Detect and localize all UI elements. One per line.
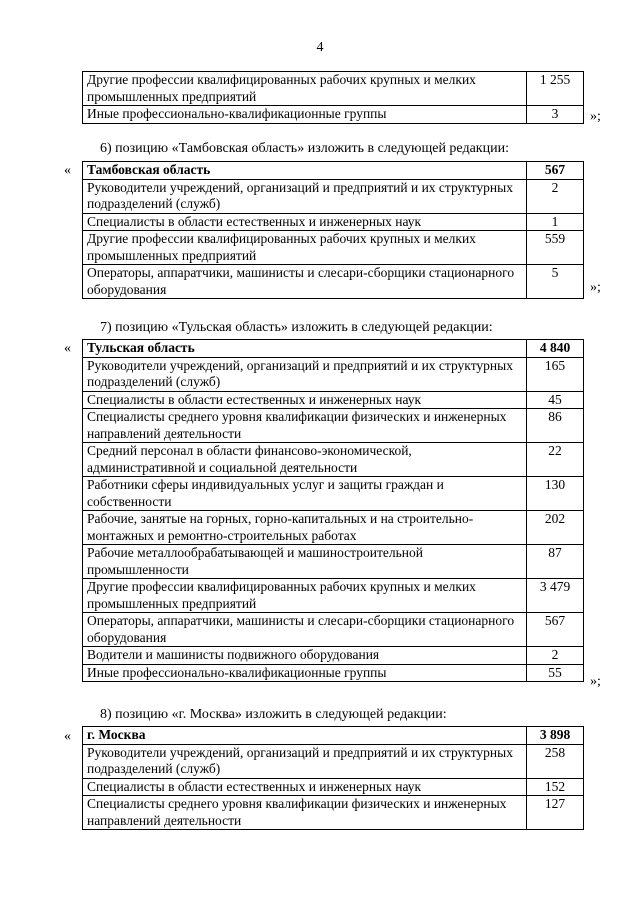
row-label: Иные профессионально-квалификационные группы [83, 106, 527, 124]
row-value: 202 [527, 511, 584, 545]
table-row [83, 579, 584, 613]
table-row [83, 265, 584, 299]
row-value: 2 [527, 179, 584, 213]
opening-quote: « [64, 163, 71, 178]
row-value: 3 479 [527, 579, 584, 613]
row-value: 127 [527, 796, 584, 830]
closing-quote: »; [590, 109, 601, 124]
row-value: 5 [527, 265, 584, 299]
row-label: Операторы, аппаратчики, машинисты и слесари-сборщики стационарного оборудования [83, 265, 527, 299]
row-label: Иные профессионально-квалификационные группы [83, 664, 527, 682]
opening-quote: « [64, 729, 71, 744]
table-moscow [82, 726, 584, 830]
table-row [83, 664, 584, 682]
row-value: 86 [527, 409, 584, 443]
table-continuation [82, 71, 584, 124]
row-value: 2 [527, 647, 584, 665]
table-row [83, 647, 584, 665]
row-label: Рабочие, занятые на горных, горно-капитальных и на строительно-монтажных и ремонтно-строительных работах [83, 511, 527, 545]
page-number: 4 [316, 40, 324, 55]
row-value: 152 [527, 778, 584, 796]
table-row [83, 72, 584, 106]
row-label: Специалисты среднего уровня квалификации физических и инженерных направлений деятельности [83, 409, 527, 443]
row-value: 87 [527, 545, 584, 579]
row-label: Специалисты в области естественных и инженерных наук [83, 391, 527, 409]
row-label: Другие профессии квалифицированных рабочих крупных и мелких промышленных предприятий [83, 231, 527, 265]
row-label: Водители и машинисты подвижного оборудования [83, 647, 527, 665]
table-header-row [83, 162, 584, 180]
section-6-intro: 6) позицию «Тамбовская область» изложить в следующей редакции: [100, 141, 509, 156]
table-row [83, 213, 584, 231]
table-row [83, 511, 584, 545]
row-value: 1 255 [527, 72, 584, 106]
row-label: Руководители учреждений, организаций и предприятий и их структурных подразделений (служб) [83, 357, 527, 391]
row-label: Другие профессии квалифицированных рабочих крупных и мелких промышленных предприятий [83, 72, 527, 106]
row-value: 567 [527, 613, 584, 647]
region-name: Тульская область [83, 340, 527, 358]
row-label: Руководители учреждений, организаций и предприятий и их структурных подразделений (служб) [83, 179, 527, 213]
table-row [83, 443, 584, 477]
row-value: 165 [527, 357, 584, 391]
region-name: Тамбовская область [83, 162, 527, 180]
row-value: 3 [527, 106, 584, 124]
region-total: 4 840 [527, 340, 584, 358]
table-row [83, 796, 584, 830]
row-value: 45 [527, 391, 584, 409]
table-header-row [83, 340, 584, 358]
row-label: Операторы, аппаратчики, машинисты и слесари-сборщики стационарного оборудования [83, 613, 527, 647]
region-name: г. Москва [83, 727, 527, 745]
table-row [83, 744, 584, 778]
row-value: 1 [527, 213, 584, 231]
row-value: 559 [527, 231, 584, 265]
table-row [83, 778, 584, 796]
row-label: Руководители учреждений, организаций и предприятий и их структурных подразделений (служб) [83, 744, 527, 778]
section-8-intro: 8) позицию «г. Москва» изложить в следующей редакции: [100, 707, 447, 722]
table-row [83, 231, 584, 265]
table-row [83, 613, 584, 647]
table-tula [82, 339, 584, 682]
closing-quote: »; [590, 280, 601, 295]
row-label: Работники сферы индивидуальных услуг и защиты граждан и собственности [83, 477, 527, 511]
table-row [83, 545, 584, 579]
region-total: 567 [527, 162, 584, 180]
row-label: Другие профессии квалифицированных рабочих крупных и мелких промышленных предприятий [83, 579, 527, 613]
row-label: Средний персонал в области финансово-экономической, административной и социальной деятельности [83, 443, 527, 477]
row-value: 130 [527, 477, 584, 511]
table-tambov [82, 161, 584, 299]
table-row [83, 179, 584, 213]
row-label: Специалисты среднего уровня квалификации физических и инженерных направлений деятельности [83, 796, 527, 830]
opening-quote: « [64, 341, 71, 356]
row-value: 258 [527, 744, 584, 778]
row-value: 22 [527, 443, 584, 477]
table-row [83, 357, 584, 391]
table-row [83, 391, 584, 409]
row-label: Специалисты в области естественных и инженерных наук [83, 213, 527, 231]
closing-quote: »; [590, 674, 601, 689]
row-label: Рабочие металлообрабатывающей и машиностроительной промышленности [83, 545, 527, 579]
table-header-row [83, 727, 584, 745]
table-row [83, 477, 584, 511]
row-value: 55 [527, 664, 584, 682]
section-7-intro: 7) позицию «Тульская область» изложить в следующей редакции: [100, 320, 493, 335]
table-row [83, 106, 584, 124]
region-total: 3 898 [527, 727, 584, 745]
row-label: Специалисты в области естественных и инженерных наук [83, 778, 527, 796]
table-row [83, 409, 584, 443]
